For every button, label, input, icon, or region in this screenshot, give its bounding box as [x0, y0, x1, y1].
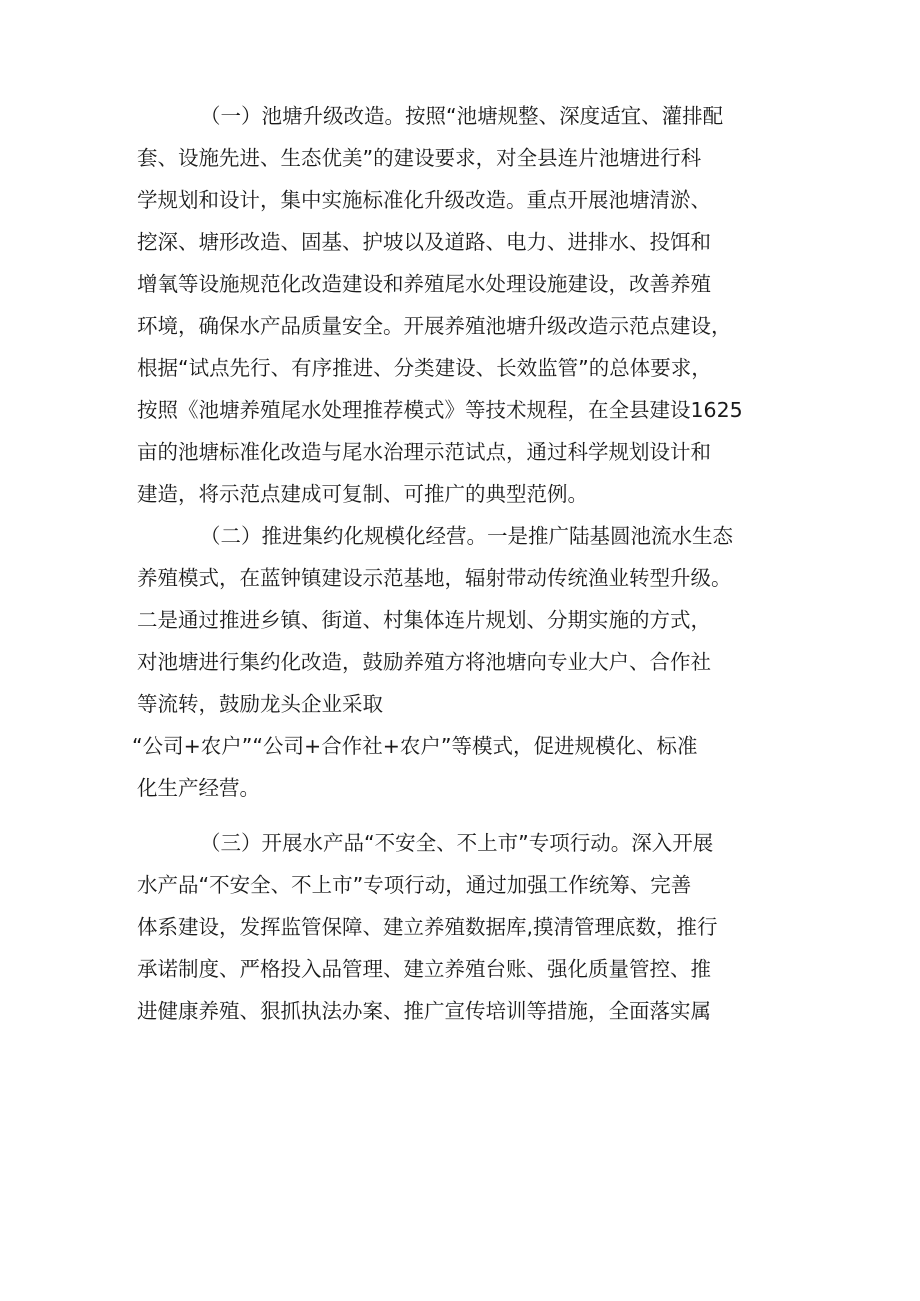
paragraph-3-line-5: 进健康养殖、狠抓执法办案、推广宣传培训等措施，全面落实属	[137, 999, 711, 1023]
paragraph-2-line-7: 化生产经营。	[137, 776, 260, 800]
paragraph-1-line-9: 亩的池塘标准化改造与尾水治理示范试点，通过科学规划设计和	[137, 440, 711, 464]
paragraph-1-line-2: 套、设施先进、生态优美”的建设要求，对全县连片池塘进行科	[137, 146, 702, 170]
paragraph-3-line-4: 承诺制度、严格投入品管理、建立养殖台账、强化质量管控、推	[137, 957, 711, 981]
paragraph-1-line-3: 学规划和设计，集中实施标准化升级改造。重点开展池塘清淤、	[137, 188, 711, 212]
paragraph-1-line-1: （一）池塘升级改造。按照“池塘规整、深度适宜、灌排配	[200, 104, 724, 128]
paragraph-2-line-5: 等流转，鼓励龙头企业采取	[137, 692, 383, 716]
paragraph-1-line-5: 增氧等设施规范化改造建设和养殖尾水处理设施建设，改善养殖	[137, 272, 711, 296]
paragraph-1-line-4: 挖深、塘形改造、固基、护坡以及道路、电力、进排水、投饵和	[137, 230, 711, 254]
paragraph-2-line-6: “公司+农户”“公司+合作社+农户”等模式，促进规模化、标准	[132, 734, 698, 758]
paragraph-1-line-10: 建造，将示范点建成可复制、可推广的典型范例。	[137, 482, 588, 506]
paragraph-3-line-3: 体系建设，发挥监管保障、建立养殖数据库,摸清管理底数，推行	[137, 915, 718, 939]
paragraph-3-line-1: （三）开展水产品“不安全、不上市”专项行动。深入开展	[200, 831, 714, 855]
paragraph-2-line-3: 二是通过推进乡镇、街道、村集体连片规划、分期实施的方式，	[137, 608, 711, 632]
paragraph-3-line-2: 水产品“不安全、不上市”专项行动，通过加强工作统筹、完善	[137, 873, 692, 897]
paragraph-2-line-4: 对池塘进行集约化改造，鼓励养殖方将池塘向专业大户、合作社	[137, 650, 711, 674]
paragraph-1-line-7: 根据“试点先行、有序推进、分类建设、长效监管”的总体要求，	[137, 356, 712, 380]
paragraph-2-line-1: （二）推进集约化规模化经营。一是推广陆基圆池流水生态	[200, 524, 733, 548]
paragraph-1-line-8: 按照《池塘养殖尾水处理推荐模式》等技术规程，在全县建设1625	[137, 398, 743, 422]
paragraph-2-line-2: 养殖模式，在蓝钟镇建设示范基地，辐射带动传统渔业转型升级。	[137, 566, 732, 590]
paragraph-1-line-6: 环境，确保水产品质量安全。开展养殖池塘升级改造示范点建设，	[137, 314, 732, 338]
